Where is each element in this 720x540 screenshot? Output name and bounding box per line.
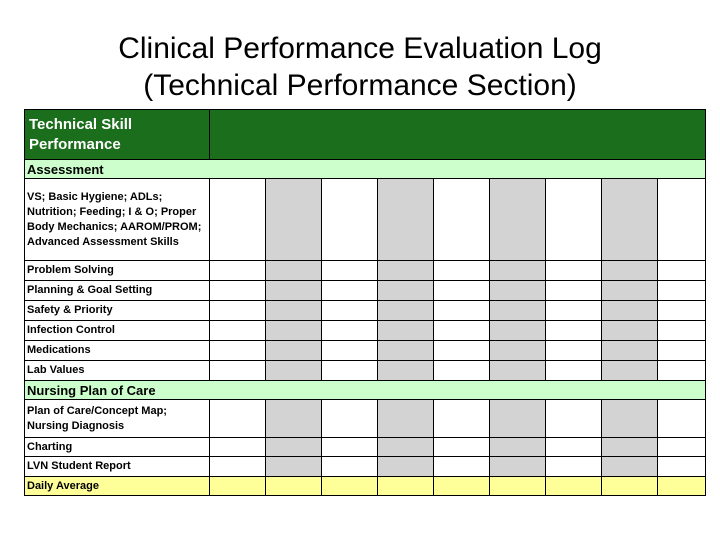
skill-row [25,301,706,321]
entry-cell[interactable] [490,400,546,438]
entry-cell[interactable] [266,361,322,381]
entry-cell[interactable] [490,261,546,281]
entry-cell[interactable] [378,438,434,457]
entry-cell[interactable] [266,301,322,321]
entry-cell[interactable] [322,321,378,341]
entry-cell[interactable] [434,281,490,301]
entry-cell[interactable] [602,438,658,457]
skill-row [25,457,706,477]
skill-label: Lab Values [25,361,210,381]
entry-cell[interactable] [322,477,378,496]
skill-label: Medications [25,341,210,361]
section-label: Nursing Plan of Care [25,381,706,400]
entry-cell[interactable] [546,261,602,281]
title-line-1: Clinical Performance Evaluation Log [118,32,602,65]
entry-cell[interactable] [378,341,434,361]
skill-row [25,400,706,438]
entry-cell[interactable] [546,438,602,457]
entry-cell[interactable] [434,179,490,261]
entry-cell[interactable] [322,261,378,281]
evaluation-log-table [24,109,706,496]
entry-cell[interactable] [546,179,602,261]
entry-cell[interactable] [434,341,490,361]
entry-cell[interactable] [658,341,706,361]
section-label: Assessment [25,160,706,179]
entry-cell[interactable] [546,477,602,496]
entry-cell[interactable] [602,457,658,477]
entry-cell[interactable] [434,361,490,381]
skill-row [25,261,706,281]
entry-cell[interactable] [378,400,434,438]
entry-cell[interactable] [378,261,434,281]
entry-cell[interactable] [210,361,266,381]
entry-cell[interactable] [602,361,658,381]
header-row [25,110,706,160]
entry-cell[interactable] [266,477,322,496]
section-row [25,381,706,400]
entry-cell[interactable] [434,321,490,341]
skill-label: Safety & Priority [25,301,210,321]
entry-cell[interactable] [378,361,434,381]
entry-cell[interactable] [602,477,658,496]
header-label: Technical Skill Performance [25,110,210,160]
entry-cell[interactable] [434,261,490,281]
skill-label: Plan of Care/Concept Map; Nursing Diagnosis [25,400,210,438]
daily-average-label: Daily Average [25,477,210,496]
entry-cell[interactable] [434,400,490,438]
entry-cell[interactable] [602,321,658,341]
entry-cell[interactable] [210,321,266,341]
entry-cell[interactable] [602,400,658,438]
skill-label: Problem Solving [25,261,210,281]
entry-cell[interactable] [266,341,322,361]
entry-cell[interactable] [490,179,546,261]
entry-cell[interactable] [378,301,434,321]
entry-cell[interactable] [490,361,546,381]
skill-row [25,341,706,361]
entry-cell[interactable] [322,400,378,438]
entry-cell[interactable] [602,261,658,281]
entry-cell[interactable] [658,438,706,457]
entry-cell[interactable] [602,281,658,301]
entry-cell[interactable] [378,179,434,261]
entry-cell[interactable] [490,477,546,496]
skill-label: Infection Control [25,321,210,341]
entry-cell[interactable] [266,261,322,281]
entry-cell[interactable] [266,281,322,301]
entry-cell[interactable] [546,361,602,381]
entry-cell[interactable] [658,400,706,438]
entry-cell[interactable] [490,438,546,457]
header-fill [210,110,706,160]
entry-cell[interactable] [434,301,490,321]
skill-label: LVN Student Report [25,457,210,477]
entry-cell[interactable] [266,400,322,438]
entry-cell[interactable] [490,281,546,301]
section-row [25,160,706,179]
entry-cell[interactable] [322,341,378,361]
daily-average-row [25,477,706,496]
entry-cell[interactable] [658,179,706,261]
entry-cell[interactable] [658,301,706,321]
entry-cell[interactable] [322,438,378,457]
entry-cell[interactable] [658,321,706,341]
entry-cell[interactable] [490,457,546,477]
entry-cell[interactable] [322,281,378,301]
entry-cell[interactable] [210,477,266,496]
entry-cell[interactable] [546,457,602,477]
entry-cell[interactable] [546,301,602,321]
entry-cell[interactable] [210,179,266,261]
entry-cell[interactable] [490,341,546,361]
entry-cell[interactable] [546,321,602,341]
skill-row [25,321,706,341]
entry-cell[interactable] [210,261,266,281]
entry-cell[interactable] [658,261,706,281]
skill-label: Charting [25,438,210,457]
entry-cell[interactable] [658,361,706,381]
entry-cell[interactable] [322,361,378,381]
entry-cell[interactable] [210,281,266,301]
entry-cell[interactable] [378,321,434,341]
entry-cell[interactable] [210,438,266,457]
entry-cell[interactable] [658,281,706,301]
entry-cell[interactable] [266,457,322,477]
entry-cell[interactable] [602,301,658,321]
entry-cell[interactable] [490,301,546,321]
entry-cell[interactable] [322,457,378,477]
skill-row [25,438,706,457]
skill-row [25,281,706,301]
entry-cell[interactable] [434,457,490,477]
entry-cell[interactable] [266,438,322,457]
entry-cell[interactable] [210,301,266,321]
entry-cell[interactable] [378,477,434,496]
entry-cell[interactable] [490,321,546,341]
entry-cell[interactable] [378,457,434,477]
entry-cell[interactable] [658,457,706,477]
entry-cell[interactable] [210,400,266,438]
entry-cell[interactable] [378,281,434,301]
skill-label: Planning & Goal Setting [25,281,210,301]
entry-cell[interactable] [658,477,706,496]
entry-cell[interactable] [266,179,322,261]
entry-cell[interactable] [210,341,266,361]
entry-cell[interactable] [210,457,266,477]
entry-cell[interactable] [322,179,378,261]
skill-label: VS; Basic Hygiene; ADLs; Nutrition; Feeding; I & O; Proper Body Mechanics; AAROM/PROM; Advanced Assessment Skills [25,179,210,261]
entry-cell[interactable] [546,281,602,301]
entry-cell[interactable] [546,341,602,361]
skill-row [25,361,706,381]
skill-row [25,179,706,261]
page-title [0,30,720,104]
entry-cell[interactable] [434,477,490,496]
entry-cell[interactable] [602,341,658,361]
entry-cell[interactable] [434,438,490,457]
entry-cell[interactable] [322,301,378,321]
title-line-2: (Technical Performance Section) [143,69,577,102]
entry-cell[interactable] [546,400,602,438]
entry-cell[interactable] [602,179,658,261]
entry-cell[interactable] [266,321,322,341]
